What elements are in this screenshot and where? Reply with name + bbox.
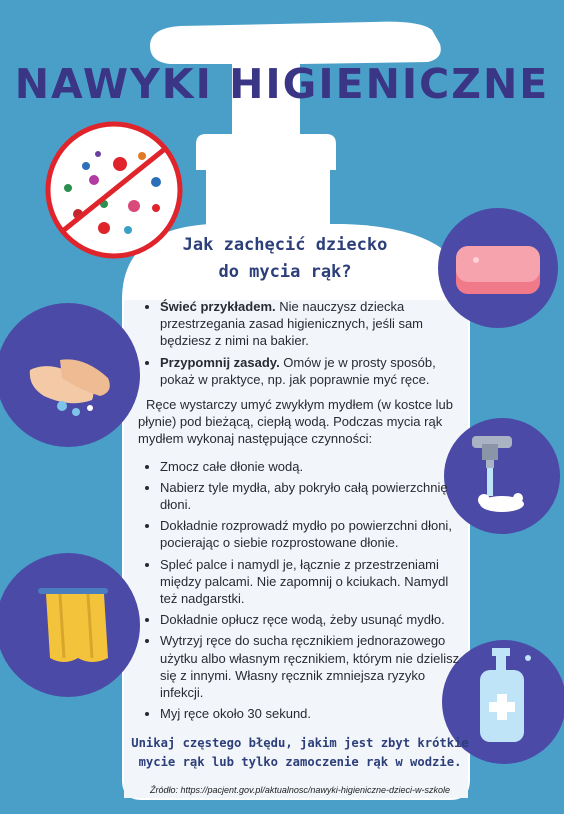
page-title: NAWYKI HIGIENICZNE: [14, 60, 550, 108]
step-item: • Dokładnie opłucz ręce wodą, żeby usunąć mydło.: [160, 611, 468, 628]
tip-bold: Przypomnij zasady.: [160, 354, 280, 370]
intro-paragraph: Ręce wystarczy umyć zwykłym mydłem (w kostce lub płynie) pod bieżącą, ciepłą wodą. Podczas mycia rąk mydłem wykonaj następujące czynności:: [138, 397, 453, 447]
heading-line-2: do mycia rąk?: [218, 262, 352, 282]
step-item: • Zmocz całe dłonie wodą.: [160, 458, 468, 475]
step-item: • Dokładnie rozprowadź mydło po powierzchni dłoni, pocierając o siebie rozprostowane dłonie.: [160, 517, 468, 551]
tip-item: [160, 298, 468, 350]
main-content: [138, 298, 468, 726]
step-item: • Myj ręce około 30 sekund.: [160, 705, 468, 722]
steps-list: [138, 458, 468, 723]
warning-text: Unikaj częstego błędu, jakim jest zbyt krótkie mycie rąk lub tylko zamoczenie rąk w wodzie.: [131, 736, 469, 769]
washing-hands-icon: [0, 300, 150, 450]
section-heading: [150, 232, 420, 286]
source-link[interactable]: Źródło: https://pacjent.gov.pl/aktualnosc/nawyki-higieniczne-dzieci-w-szkole: [150, 785, 450, 795]
tip-item: [160, 354, 468, 388]
step-item: • Spleć palce i namydl je, łącznie z przestrzeniami między palcami. Nie zapomnij o kciukach. Namydl też nadgarstki.: [160, 556, 468, 608]
step-item: • Nabierz tyle mydła, aby pokryło całą powierzchnię dłoni.: [160, 479, 468, 513]
tip-text: Nie nauczysz dziecka przestrzegania zasad higienicznych, jeśli sam będziesz z nimi na bakier.: [160, 299, 424, 349]
heading-line-1: Jak zachęcić dziecko: [182, 235, 388, 255]
step-item: • Wytrzyj ręce do sucha ręcznikiem jednorazowego użytku albo własnym ręcznikiem, którym nie dzielisz się z innymi. Własny ręcznik zmniejsza ryzyko infekcji.: [160, 632, 468, 701]
tip-bold: Świeć przykładem.: [160, 299, 276, 314]
tip-text: Omów je w prosty sposób, pokaż w praktyce, np. jak poprawnie myć ręce.: [160, 354, 436, 387]
towel-icon: [0, 550, 150, 700]
tips-list: [138, 298, 468, 388]
